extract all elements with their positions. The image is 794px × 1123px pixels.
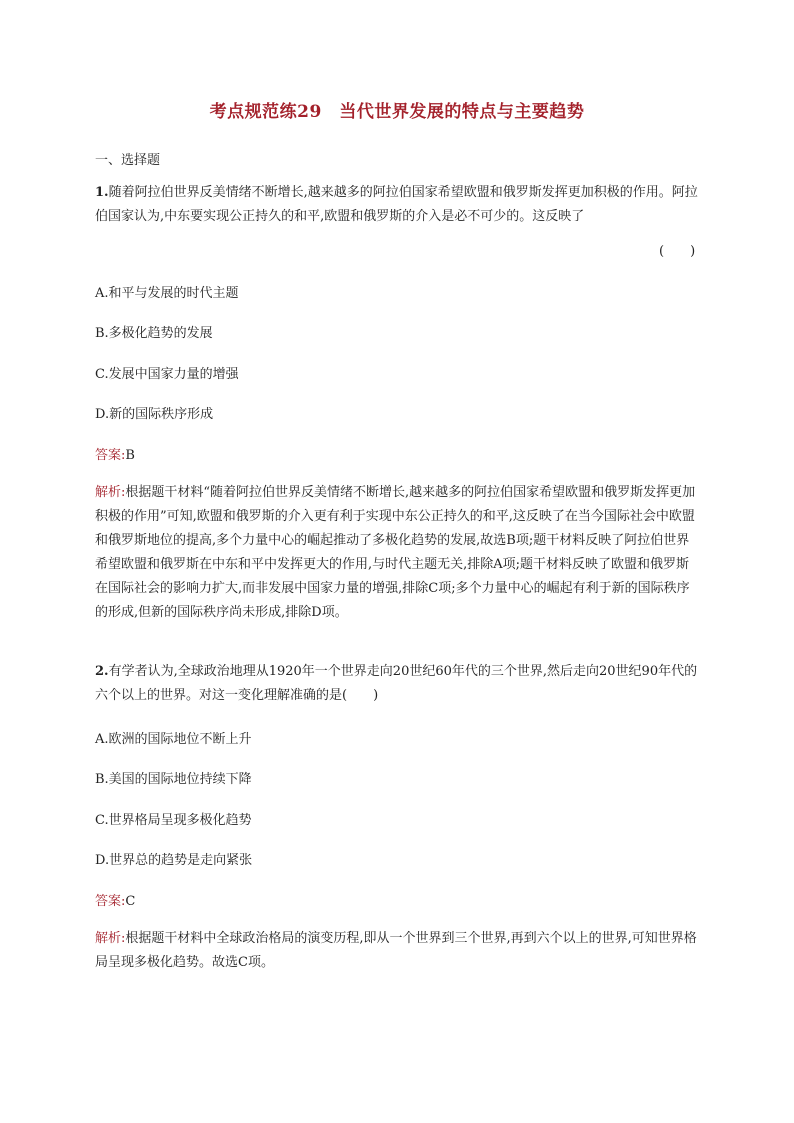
question-1-option-b: B.多极化趋势的发展	[95, 326, 213, 341]
explanation-text: 根据题干材料中全球政治格局的演变历程,即从一个世界到三个世界,再到六个以上的世界,可知世界格局呈现多极化趋势。故选C项。	[95, 931, 697, 970]
question-1-stem	[95, 181, 699, 229]
answer-label: 答案:	[95, 894, 126, 909]
question-1-number: 1.	[95, 185, 109, 200]
question-1-explanation	[95, 481, 699, 625]
question-2-number: 2.	[95, 664, 109, 679]
question-2-stem	[95, 660, 699, 708]
question-2-option-a: A.欧洲的国际地位不断上升	[95, 732, 252, 747]
explanation-label: 解析:	[95, 931, 126, 946]
section-heading: 一、选择题	[95, 153, 161, 168]
question-1-option-a: A.和平与发展的时代主题	[95, 286, 239, 301]
explanation-text: 根据题干材料“随着阿拉伯世界反美情绪不断增长,越来越多的阿拉伯国家希望欧盟和俄罗斯发挥更加积极的作用”可知,欧盟和俄罗斯的介入更有利于实现中东公正持久的和平,这反映了在当今国际社会中欧盟和俄罗斯地位的提高,多个力量中心的崛起推动了多极化趋势的发展,故选B项;题干材料反映了阿拉伯世界希望欧盟和俄罗斯在中东和平中发挥更大的作用,与时代主题无关,排除A项;题干材料反映了欧盟和俄罗斯在国际社会的影响力扩大,而非发展中国家力量的增强,排除C项;多个力量中心的崛起有利于新的国际秩序的形成,但新的国际秩序尚未形成,排除D项。	[95, 485, 696, 620]
answer-value: B	[125, 448, 135, 463]
page-title: 考点规范练29 当代世界发展的特点与主要趋势	[209, 102, 585, 122]
question-2-option-b: B.美国的国际地位持续下降	[95, 772, 252, 787]
explanation-label: 解析:	[95, 485, 126, 500]
question-1-option-c: C.发展中国家力量的增强	[95, 367, 239, 382]
question-1-text: 随着阿拉伯世界反美情绪不断增长,越来越多的阿拉伯国家希望欧盟和俄罗斯发挥更加积极的作用。阿拉伯国家认为,中东要实现公正持久的和平,欧盟和俄罗斯的介入是必不可少的。这反映了	[95, 185, 698, 224]
question-2-option-c: C.世界格局呈现多极化趋势	[95, 813, 252, 828]
question-2-explanation	[95, 927, 699, 975]
question-1-option-d: D.新的国际秩序形成	[95, 407, 214, 422]
question-2-option-d: D.世界总的趋势是走向紧张	[95, 853, 253, 868]
question-2-answer	[95, 890, 135, 909]
answer-label: 答案:	[95, 448, 126, 463]
question-2-text: 有学者认为,全球政治地理从1920年一个世界走向20世纪60年代的三个世界,然后走向20世纪90年代的六个以上的世界。对这一变化理解准确的是( )	[95, 664, 698, 703]
question-1-answer-blank: ( )	[659, 244, 696, 259]
question-1-answer	[95, 444, 135, 463]
answer-value: C	[125, 894, 136, 909]
